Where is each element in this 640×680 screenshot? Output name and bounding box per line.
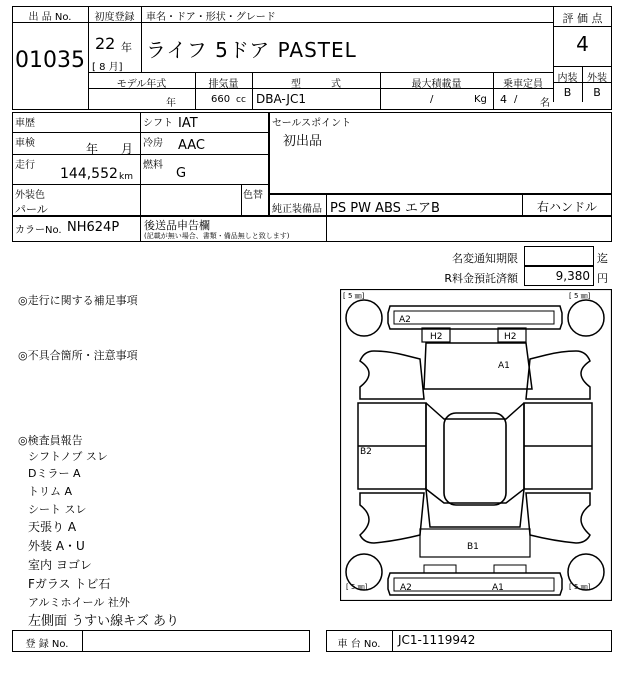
wheel-front-right <box>568 300 604 336</box>
divider <box>12 184 269 185</box>
model-year-unit: 年 <box>166 98 176 109</box>
mark-h2-right: H2 <box>504 332 517 342</box>
mark-a1-roof: A1 <box>498 361 510 371</box>
inspector-line: アルミホイール 社外 <box>28 596 130 609</box>
mileage-unit: km <box>119 172 133 182</box>
front-bumper <box>388 306 562 329</box>
reg-no-label: 登 録 No. <box>25 639 69 650</box>
inspector-line: シフトノブ スレ <box>28 450 108 463</box>
divider <box>88 72 553 73</box>
name-change-label: 名変通知期限 <box>452 252 518 265</box>
ext-color-label: 外装色 <box>15 190 45 201</box>
car-damage-diagram <box>340 289 612 601</box>
color-no-label: カラーNo. <box>15 225 62 236</box>
tire-rear-left: [ 5 ㎜] <box>346 583 368 591</box>
windshield <box>426 403 524 419</box>
recycle-value: 9,380 <box>555 269 590 283</box>
fuel-label: 燃料 <box>143 160 163 171</box>
history-label: 車歴 <box>15 118 35 129</box>
mileage-value: 144,552 <box>60 166 118 182</box>
fender-front-right <box>526 351 590 399</box>
divider <box>141 6 142 72</box>
inspector-line: トリム A <box>28 485 73 498</box>
roof <box>444 413 506 505</box>
inspector-line: シート スレ <box>28 503 87 516</box>
mark-a2-front: A2 <box>399 315 411 325</box>
sales-point-value: 初出品 <box>283 134 323 149</box>
mileage-label: 走行 <box>15 160 35 171</box>
shift-label: シフト <box>143 118 173 129</box>
divider <box>140 216 141 242</box>
inspection-month-unit: 月 <box>121 142 134 156</box>
recycle-label: R料金預託済額 <box>444 272 518 285</box>
interior-label: 内装 <box>557 73 578 84</box>
divider <box>326 216 327 242</box>
divider <box>326 194 327 216</box>
mark-a1-rear: A1 <box>492 583 504 593</box>
divider <box>553 26 612 27</box>
ac-value: AAC <box>178 138 205 153</box>
rear-bumper <box>388 573 562 595</box>
divider <box>241 184 242 216</box>
model-year-label: モデル年式 <box>116 79 167 90</box>
max-load-value: / <box>430 94 434 105</box>
displacement-value: 660 <box>211 94 231 105</box>
driving-notes-title: ◎走行に関する補足事項 <box>18 294 138 307</box>
tire-front-right: [ 5 ㎜] <box>569 292 591 300</box>
score: 4 <box>576 32 589 56</box>
capacity-label: 乗車定員 <box>503 79 543 90</box>
first-reg-year: 22 <box>95 34 116 53</box>
aftermarket-label: 後送品申告欄 <box>144 219 210 232</box>
first-reg-label: 初度登録 <box>94 12 135 23</box>
sales-point-label: セールスポイント <box>272 118 352 129</box>
inspector-line: Dミラー A <box>28 467 81 480</box>
divider <box>12 132 269 133</box>
equipment-value: PS PW ABS エアB <box>330 201 440 216</box>
divider <box>82 630 83 652</box>
inspector-line: 外装 A・U <box>28 539 85 553</box>
score-label: 評 価 点 <box>562 12 603 25</box>
lot-no-label: 出 品 No. <box>28 12 72 23</box>
fender-front-left <box>360 351 424 399</box>
lot-no: 01035 <box>15 48 85 73</box>
model-label: 型 式 <box>291 79 341 90</box>
capacity-slash: / <box>514 94 518 105</box>
color-change-label: 色替 <box>243 190 263 201</box>
year-unit: 年 <box>121 41 132 54</box>
first-reg-month: [ 8 月] <box>92 62 123 73</box>
interior-grade: B <box>563 86 572 99</box>
max-load-label: 最大積載量 <box>411 79 462 90</box>
divider <box>12 154 269 155</box>
name-change-box <box>524 246 594 266</box>
tail-light-right <box>494 565 526 573</box>
steering-value: 右ハンドル <box>536 200 597 214</box>
divider <box>140 112 141 216</box>
equipment-label: 純正装備品 <box>272 204 322 215</box>
inspector-line: 室内 ヨゴレ <box>28 558 92 572</box>
inspector-line: Fガラス トビ石 <box>28 577 111 591</box>
mark-h2-left: H2 <box>430 332 443 342</box>
color-no-value: NH624P <box>67 220 120 235</box>
fender-rear-left <box>360 493 424 543</box>
ext-color-value: パール <box>15 203 48 216</box>
chassis-label: 車 台 No. <box>337 639 381 650</box>
name-change-suffix: 迄 <box>597 252 608 265</box>
tail-light-left <box>424 565 456 573</box>
inspector-title: ◎検査員報告 <box>18 434 83 447</box>
capacity-unit: 名 <box>540 98 550 109</box>
max-load-unit: Kg <box>474 94 487 105</box>
mark-b2-side: B2 <box>360 447 372 457</box>
fender-rear-right <box>526 493 590 543</box>
mark-a2-rear: A2 <box>400 583 412 593</box>
inspector-line: 左側面 うすい線キズ あり <box>28 614 180 629</box>
hood <box>424 343 532 389</box>
chassis-value: JC1-1119942 <box>398 633 476 647</box>
displacement-unit: cc <box>236 95 246 105</box>
defects-notes-title: ◎不具合箇所・注意事項 <box>18 349 138 362</box>
capacity-value: 4 <box>500 93 507 106</box>
exterior-grade: B <box>593 86 601 99</box>
inspection-year-unit: 年 <box>86 142 99 156</box>
car-name-label: 車名・ドア・形状・グレード <box>146 12 276 23</box>
mark-b1-rear: B1 <box>467 542 479 552</box>
model-code: DBA-JC1 <box>256 92 306 106</box>
shift-value: IAT <box>178 116 198 131</box>
inspection-label: 車検 <box>15 138 35 149</box>
recycle-unit: 円 <box>597 272 608 285</box>
tire-front-left: [ 5 ㎜] <box>343 292 365 300</box>
divider <box>392 630 393 652</box>
displacement-label: 排気量 <box>208 79 239 90</box>
car-name: ライフ 5ドア PASTEL <box>146 38 357 62</box>
inspector-line: 天張り A <box>28 520 77 534</box>
tire-rear-right: [ 5 ㎜] <box>569 583 591 591</box>
exterior-label: 外装 <box>587 73 607 84</box>
wheel-front-left <box>346 300 382 336</box>
aftermarket-note: (記載が無い場合、書類・備品無しと致します) <box>144 232 290 240</box>
ac-label: 冷房 <box>143 138 163 149</box>
fuel-value: G <box>176 166 187 181</box>
rear-window <box>426 489 524 527</box>
